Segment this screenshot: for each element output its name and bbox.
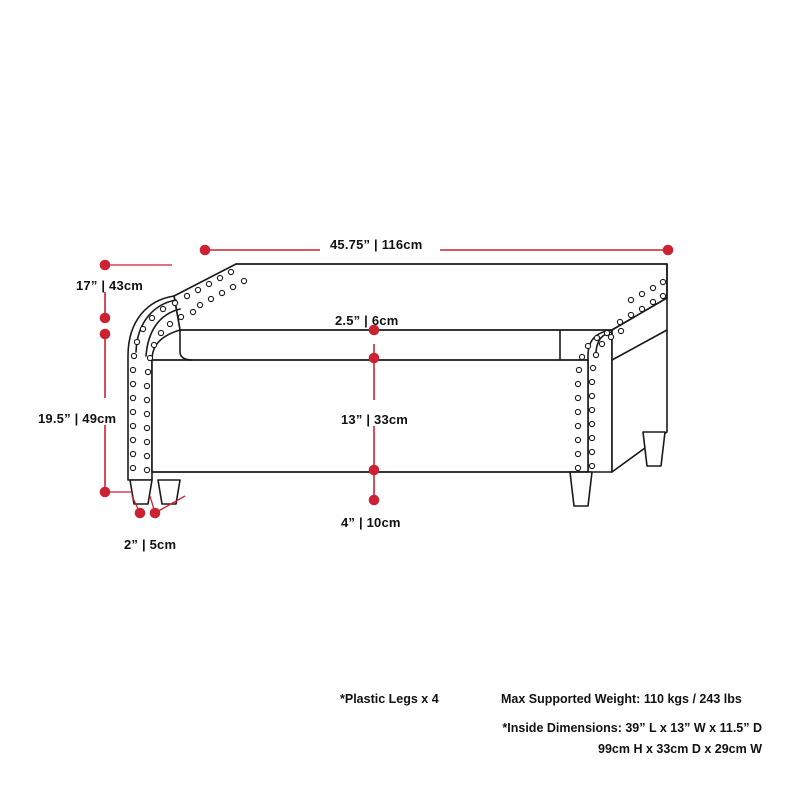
dimension-label-total-height: 19.5” | 49cm <box>38 411 117 426</box>
footnote-max-weight: Max Supported Weight: 110 kgs / 243 lbs <box>501 692 742 706</box>
footnote-inside-dimensions-imperial: *Inside Dimensions: 39” L x 13” W x 11.5” D <box>502 721 762 735</box>
leg-endpoint-bottom <box>370 496 379 505</box>
dimension-label-lid-thickness: 2.5” | 6cm <box>335 313 399 328</box>
dimension-label-width: 45.75” | 116cm <box>330 237 423 252</box>
dimension-label-arm-height: 17” | 43cm <box>76 278 144 293</box>
width-endpoint-right <box>664 246 673 255</box>
width-endpoint-left <box>201 246 210 255</box>
arm-height-endpoint-bottom <box>101 314 110 323</box>
dimension-label-body-height: 13” | 33cm <box>341 412 409 427</box>
total-height-endpoint-top <box>101 330 110 339</box>
footnote-plastic-legs: *Plastic Legs x 4 <box>340 692 439 706</box>
dimension-label-leg-width: 2” | 5cm <box>124 537 177 552</box>
dimension-label-leg-height: 4” | 10cm <box>341 515 401 530</box>
footnote-inside-dimensions-metric: 99cm H x 33cm D x 29cm W <box>598 742 762 756</box>
